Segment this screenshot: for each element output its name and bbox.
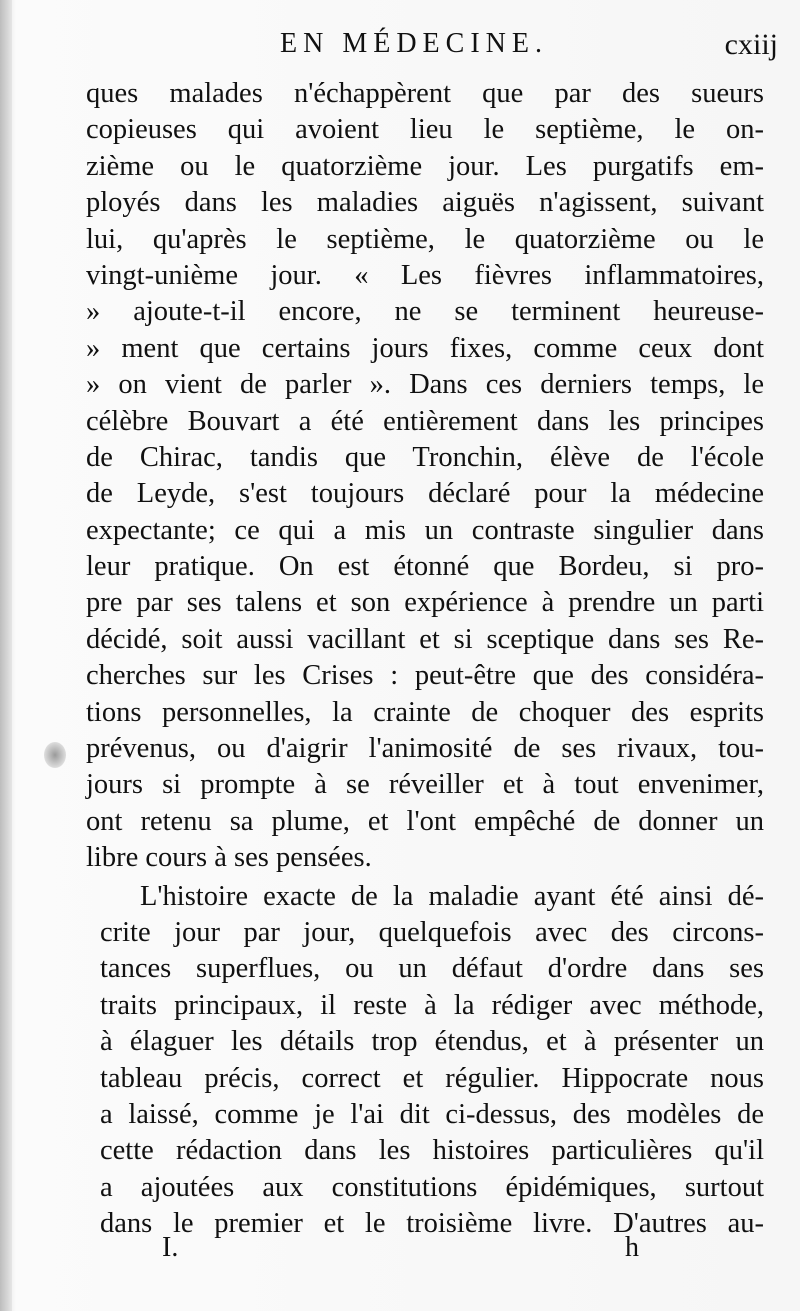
signature-mark-right: h xyxy=(625,1232,639,1263)
text-line: décidé, soit aussi vacillant et si sceptique dans ses Re- xyxy=(86,623,764,655)
page-number: cxiij xyxy=(724,28,778,61)
text-line: L'histoire exacte de la maladie ayant été ainsi dé- xyxy=(140,880,764,912)
running-head: EN MÉDECINE. xyxy=(280,28,548,59)
text-line: célèbre Bouvart a été entièrement dans les principes xyxy=(86,405,764,437)
body-text xyxy=(86,76,764,1243)
text-line: vingt-unième jour. « Les fièvres inflammatoires, xyxy=(86,259,764,291)
text-line: » ment que certains jours fixes, comme ceux dont xyxy=(86,332,764,364)
text-line: a ajoutées aux constitutions épidémiques, surtout xyxy=(100,1171,764,1203)
text-line: de Leyde, s'est toujours déclaré pour la médecine xyxy=(86,478,764,510)
paragraph-2 xyxy=(86,879,764,1243)
text-line: ployés dans les maladies aiguës n'agissent, suivant xyxy=(86,187,764,219)
text-line: tances superflues, ou un défaut d'ordre dans ses xyxy=(100,953,764,985)
text-line: à élaguer les détails trop étendus, et à présenter un xyxy=(100,1026,764,1058)
binding-edge xyxy=(0,0,12,1311)
text-line: lui, qu'après le septième, le quatorzième ou le xyxy=(86,223,764,255)
text-line: crite jour par jour, quelquefois avec des circons- xyxy=(100,916,764,948)
text-line: tableau précis, correct et régulier. Hippocrate nous xyxy=(100,1062,764,1094)
page-footer xyxy=(0,1232,800,1272)
signature-mark-left: I. xyxy=(162,1232,179,1263)
text-line: copieuses qui avoient lieu le septième, le on- xyxy=(86,114,764,146)
text-line: cherches sur les Crises : peut-être que des considéra- xyxy=(86,660,764,692)
text-line: cette rédaction dans les histoires particulières qu'il xyxy=(100,1135,764,1167)
text-line: tions personnelles, la crainte de choquer des esprits xyxy=(86,696,764,728)
text-line: ques malades n'échappèrent que par des sueurs xyxy=(86,78,764,109)
text-line: » on vient de parler ». Dans ces derniers temps, le xyxy=(86,369,764,401)
text-line: jours si prompte à se réveiller et à tout envenimer, xyxy=(86,769,764,801)
paragraph-1 xyxy=(86,76,764,877)
text-line: zième ou le quatorzième jour. Les purgatifs em- xyxy=(86,150,764,182)
text-line: ont retenu sa plume, et l'ont empêché de donner un xyxy=(86,805,764,837)
text-line: pre par ses talens et son expérience à prendre un parti xyxy=(86,587,764,619)
text-line: prévenus, ou d'aigrir l'animosité de ses rivaux, tou- xyxy=(86,733,764,765)
text-line: leur pratique. On est étonné que Bordeu, si pro- xyxy=(86,551,764,583)
text-line: dans le premier et le troisième livre. D'autres au- xyxy=(100,1208,764,1240)
text-line: expectante; ce qui a mis un contraste singulier dans xyxy=(86,514,764,546)
text-line: a laissé, comme je l'ai dit ci-dessus, des modèles de xyxy=(100,1098,764,1130)
text-line: libre cours à ses pensées. xyxy=(86,842,372,874)
text-line: de Chirac, tandis que Tronchin, élève de l'école xyxy=(86,441,764,473)
page-header xyxy=(0,28,800,68)
text-line: traits principaux, il reste à la rédiger avec méthode, xyxy=(100,989,764,1021)
ink-smudge xyxy=(44,742,66,768)
text-line: » ajoute-t-il encore, ne se terminent heureuse- xyxy=(86,296,764,328)
